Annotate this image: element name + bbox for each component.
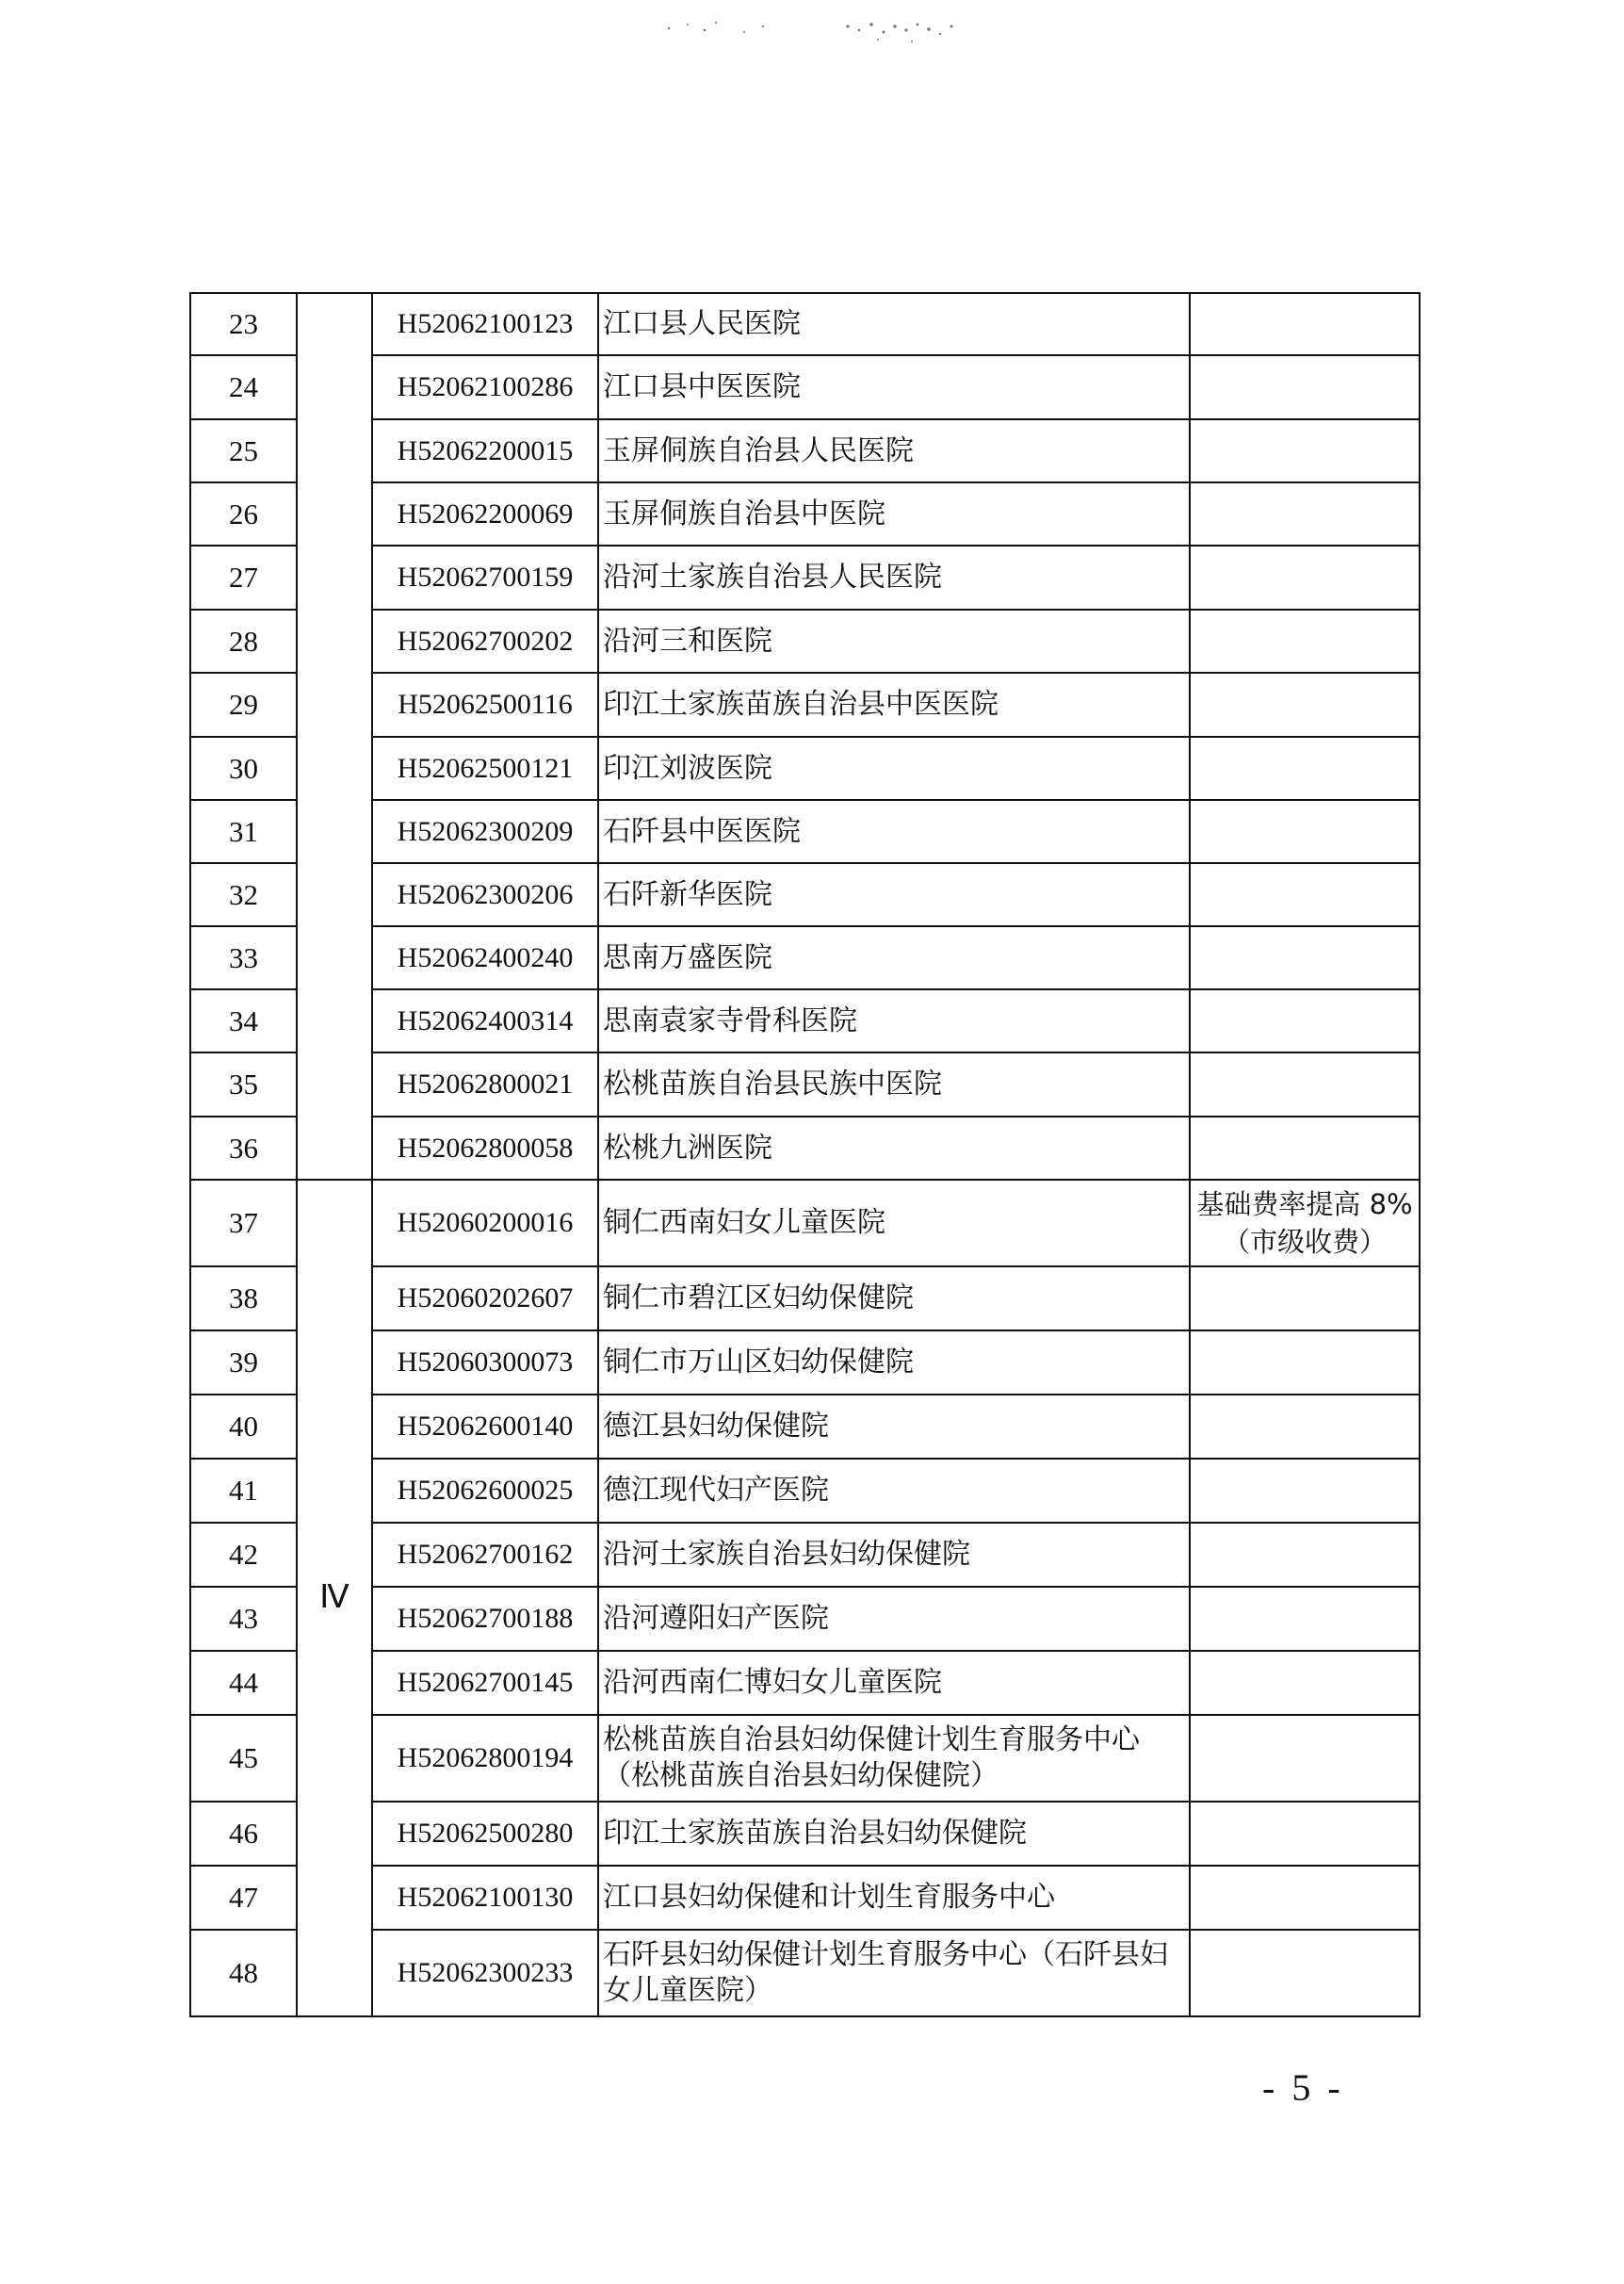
note-cell bbox=[1190, 419, 1420, 482]
note-cell bbox=[1190, 1866, 1420, 1930]
row-number-cell: 32 bbox=[190, 863, 297, 926]
table-row bbox=[190, 989, 1420, 1052]
institution-code-cell: H52062500116 bbox=[372, 673, 598, 737]
table-row bbox=[190, 1866, 1420, 1930]
institution-code-cell: H52060200016 bbox=[372, 1180, 598, 1266]
institution-name-cell: 沿河土家族自治县妇幼保健院 bbox=[598, 1523, 1190, 1587]
institution-code-cell: H52062100123 bbox=[372, 293, 598, 355]
row-number-cell: 26 bbox=[190, 482, 297, 546]
institution-name-cell: 松桃九洲医院 bbox=[598, 1117, 1190, 1180]
row-number-cell: 38 bbox=[190, 1266, 297, 1330]
institution-name-cell: 思南万盛医院 bbox=[598, 926, 1190, 989]
note-cell bbox=[1190, 546, 1420, 610]
grade-cell bbox=[297, 293, 372, 1180]
row-number-cell: 46 bbox=[190, 1802, 297, 1866]
table-row bbox=[190, 482, 1420, 546]
note-cell bbox=[1190, 293, 1420, 355]
table-row bbox=[190, 673, 1420, 737]
institution-code-cell: H52060202607 bbox=[372, 1266, 598, 1330]
table-row bbox=[190, 1651, 1420, 1715]
institution-code-cell: H52062200069 bbox=[372, 482, 598, 546]
table-row bbox=[190, 863, 1420, 926]
note-cell bbox=[1190, 863, 1420, 926]
institution-code-cell: H52062400314 bbox=[372, 989, 598, 1052]
row-number-cell: 37 bbox=[190, 1180, 297, 1266]
row-number-cell: 39 bbox=[190, 1330, 297, 1395]
table-row bbox=[190, 1459, 1420, 1523]
institution-name-cell: 铜仁市万山区妇幼保健院 bbox=[598, 1330, 1190, 1395]
note-cell bbox=[1190, 800, 1420, 863]
table-row bbox=[190, 926, 1420, 989]
institution-name-cell: 石阡县中医医院 bbox=[598, 800, 1190, 863]
note-cell bbox=[1190, 989, 1420, 1052]
institution-code-cell: H52062700145 bbox=[372, 1651, 598, 1715]
row-number-cell: 28 bbox=[190, 610, 297, 673]
row-number-cell: 43 bbox=[190, 1587, 297, 1651]
institution-name-cell: 德江县妇幼保健院 bbox=[598, 1395, 1190, 1459]
institution-code-cell: H52062200015 bbox=[372, 419, 598, 482]
note-cell bbox=[1190, 1266, 1420, 1330]
table-body bbox=[190, 293, 1420, 2016]
institution-code-cell: H52062800021 bbox=[372, 1052, 598, 1117]
row-number-cell: 29 bbox=[190, 673, 297, 737]
table-row bbox=[190, 1117, 1420, 1180]
institution-code-cell: H52062500280 bbox=[372, 1802, 598, 1866]
institution-code-cell: H52060300073 bbox=[372, 1330, 598, 1395]
institution-name-cell: 江口县人民医院 bbox=[598, 293, 1190, 355]
note-cell bbox=[1190, 482, 1420, 546]
institution-name-cell: 沿河土家族自治县人民医院 bbox=[598, 546, 1190, 610]
row-number-cell: 36 bbox=[190, 1117, 297, 1180]
table-row bbox=[190, 1180, 1420, 1266]
table-row bbox=[190, 737, 1420, 800]
row-number-cell: 34 bbox=[190, 989, 297, 1052]
institution-code-cell: H52062300209 bbox=[372, 800, 598, 863]
note-cell bbox=[1190, 737, 1420, 800]
row-number-cell: 47 bbox=[190, 1866, 297, 1930]
institution-name-cell: 沿河西南仁博妇女儿童医院 bbox=[598, 1651, 1190, 1715]
institution-code-cell: H52062100286 bbox=[372, 355, 598, 419]
note-cell bbox=[1190, 673, 1420, 737]
table-row bbox=[190, 1395, 1420, 1459]
note-cell bbox=[1190, 1651, 1420, 1715]
note-cell bbox=[1190, 1802, 1420, 1866]
institution-name-cell: 铜仁西南妇女儿童医院 bbox=[598, 1180, 1190, 1266]
institution-code-cell: H52062600025 bbox=[372, 1459, 598, 1523]
institution-name-cell: 印江土家族苗族自治县妇幼保健院 bbox=[598, 1802, 1190, 1866]
note-cell bbox=[1190, 610, 1420, 673]
note-cell bbox=[1190, 1715, 1420, 1802]
table-row bbox=[190, 1715, 1420, 1802]
table-row bbox=[190, 1266, 1420, 1330]
row-number-cell: 48 bbox=[190, 1930, 297, 2016]
institution-name-cell: 石阡新华医院 bbox=[598, 863, 1190, 926]
table-row bbox=[190, 355, 1420, 419]
institution-code-cell: H52062800058 bbox=[372, 1117, 598, 1180]
note-cell bbox=[1190, 1587, 1420, 1651]
note-cell bbox=[1190, 1523, 1420, 1587]
institution-name-cell: 石阡县妇幼保健计划生育服务中心（石阡县妇女儿童医院） bbox=[598, 1930, 1190, 2016]
note-cell bbox=[1190, 1330, 1420, 1395]
grade-cell: Ⅳ bbox=[297, 1180, 372, 2016]
table-row bbox=[190, 419, 1420, 482]
row-number-cell: 44 bbox=[190, 1651, 297, 1715]
table-row bbox=[190, 1802, 1420, 1866]
row-number-cell: 41 bbox=[190, 1459, 297, 1523]
institution-name-cell: 松桃苗族自治县民族中医院 bbox=[598, 1052, 1190, 1117]
institution-code-cell: H52062100130 bbox=[372, 1866, 598, 1930]
institution-code-cell: H52062700162 bbox=[372, 1523, 598, 1587]
row-number-cell: 30 bbox=[190, 737, 297, 800]
institution-code-cell: H52062300233 bbox=[372, 1930, 598, 2016]
institution-code-cell: H52062400240 bbox=[372, 926, 598, 989]
note-cell bbox=[1190, 1395, 1420, 1459]
institution-code-cell: H52062800194 bbox=[372, 1715, 598, 1802]
institution-code-cell: H52062700188 bbox=[372, 1587, 598, 1651]
row-number-cell: 40 bbox=[190, 1395, 297, 1459]
institution-name-cell: 铜仁市碧江区妇幼保健院 bbox=[598, 1266, 1190, 1330]
table-row bbox=[190, 800, 1420, 863]
note-cell bbox=[1190, 1117, 1420, 1180]
institution-name-cell: 沿河遵阳妇产医院 bbox=[598, 1587, 1190, 1651]
institution-name-cell: 江口县中医医院 bbox=[598, 355, 1190, 419]
institution-name-cell: 松桃苗族自治县妇幼保健计划生育服务中心（松桃苗族自治县妇幼保健院） bbox=[598, 1715, 1190, 1802]
table-row bbox=[190, 1523, 1420, 1587]
row-number-cell: 33 bbox=[190, 926, 297, 989]
table-row bbox=[190, 1052, 1420, 1117]
institution-name-cell: 印江刘波医院 bbox=[598, 737, 1190, 800]
note-cell bbox=[1190, 1052, 1420, 1117]
table-row bbox=[190, 1330, 1420, 1395]
institution-code-cell: H52062300206 bbox=[372, 863, 598, 926]
institution-code-cell: H52062600140 bbox=[372, 1395, 598, 1459]
institution-code-cell: H52062700202 bbox=[372, 610, 598, 673]
table-row bbox=[190, 1587, 1420, 1651]
institution-code-cell: H52062700159 bbox=[372, 546, 598, 610]
institution-name-cell: 思南袁家寺骨科医院 bbox=[598, 989, 1190, 1052]
scan-noise-marks bbox=[659, 13, 999, 51]
note-cell bbox=[1190, 926, 1420, 989]
row-number-cell: 23 bbox=[190, 293, 297, 355]
page-number: - 5 - bbox=[1262, 2066, 1344, 2109]
table-row bbox=[190, 293, 1420, 355]
institution-code-cell: H52062500121 bbox=[372, 737, 598, 800]
row-number-cell: 45 bbox=[190, 1715, 297, 1802]
note-cell bbox=[1190, 1930, 1420, 2016]
table-row bbox=[190, 610, 1420, 673]
institution-name-cell: 玉屏侗族自治县中医院 bbox=[598, 482, 1190, 546]
institution-name-cell: 德江现代妇产医院 bbox=[598, 1459, 1190, 1523]
row-number-cell: 35 bbox=[190, 1052, 297, 1117]
row-number-cell: 24 bbox=[190, 355, 297, 419]
institution-name-cell: 沿河三和医院 bbox=[598, 610, 1190, 673]
row-number-cell: 25 bbox=[190, 419, 297, 482]
note-cell bbox=[1190, 1459, 1420, 1523]
row-number-cell: 27 bbox=[190, 546, 297, 610]
row-number-cell: 31 bbox=[190, 800, 297, 863]
institution-name-cell: 江口县妇幼保健和计划生育服务中心 bbox=[598, 1866, 1190, 1930]
institution-name-cell: 印江土家族苗族自治县中医医院 bbox=[598, 673, 1190, 737]
table-row bbox=[190, 546, 1420, 610]
note-cell: 基础费率提高 8%（市级收费） bbox=[1190, 1180, 1420, 1266]
table-row bbox=[190, 1930, 1420, 2016]
hospital-table bbox=[189, 292, 1421, 2017]
note-cell bbox=[1190, 355, 1420, 419]
row-number-cell: 42 bbox=[190, 1523, 297, 1587]
institution-name-cell: 玉屏侗族自治县人民医院 bbox=[598, 419, 1190, 482]
